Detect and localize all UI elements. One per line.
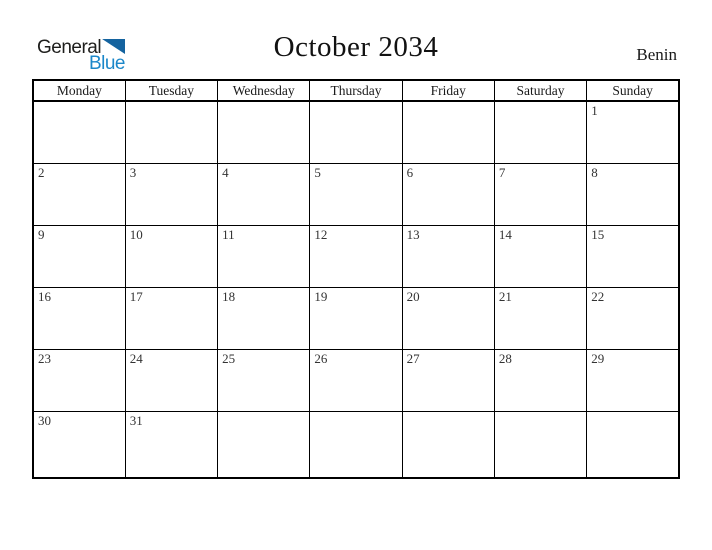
day-cell: 28 <box>494 349 586 411</box>
day-cell: 17 <box>125 287 217 349</box>
day-cell: 31 <box>125 411 217 478</box>
day-cell: 5 <box>310 163 402 225</box>
day-cell: 10 <box>125 225 217 287</box>
day-cell <box>218 411 310 478</box>
weekday-header-sunday: Sunday <box>587 80 679 101</box>
day-cell: 14 <box>494 225 586 287</box>
weekday-header-monday: Monday <box>33 80 125 101</box>
weekday-header-tuesday: Tuesday <box>125 80 217 101</box>
day-cell: 3 <box>125 163 217 225</box>
day-cell: 7 <box>494 163 586 225</box>
day-cell <box>494 411 586 478</box>
calendar-grid <box>32 79 680 479</box>
day-cell: 23 <box>33 349 125 411</box>
day-cell: 8 <box>587 163 679 225</box>
day-cell <box>125 101 217 163</box>
week-row <box>33 225 679 287</box>
country-label: Benin <box>636 45 677 64</box>
day-cell: 1 <box>587 101 679 163</box>
day-cell <box>402 411 494 478</box>
day-cell: 21 <box>494 287 586 349</box>
day-cell: 30 <box>33 411 125 478</box>
logo-text-blue: Blue <box>88 53 125 74</box>
day-cell <box>587 411 679 478</box>
week-row <box>33 287 679 349</box>
day-cell: 13 <box>402 225 494 287</box>
day-cell <box>310 411 402 478</box>
week-row <box>33 163 679 225</box>
week-row <box>33 101 679 163</box>
day-cell: 9 <box>33 225 125 287</box>
weekday-header-thursday: Thursday <box>310 80 402 101</box>
day-cell: 16 <box>33 287 125 349</box>
day-cell: 19 <box>310 287 402 349</box>
weekday-header-saturday: Saturday <box>494 80 586 101</box>
day-cell <box>218 101 310 163</box>
page-title: October 2034 <box>273 31 439 63</box>
day-cell: 4 <box>218 163 310 225</box>
day-cell <box>494 101 586 163</box>
weekday-header-friday: Friday <box>402 80 494 101</box>
day-cell <box>402 101 494 163</box>
weekday-header-wednesday: Wednesday <box>218 80 310 101</box>
day-cell: 18 <box>218 287 310 349</box>
weekday-header-row <box>33 80 679 101</box>
week-row <box>33 349 679 411</box>
logo-text-general: General <box>37 37 102 58</box>
day-cell: 26 <box>310 349 402 411</box>
day-cell: 20 <box>402 287 494 349</box>
day-cell: 22 <box>587 287 679 349</box>
day-cell: 24 <box>125 349 217 411</box>
day-cell <box>33 101 125 163</box>
day-cell <box>310 101 402 163</box>
day-cell: 25 <box>218 349 310 411</box>
day-cell: 27 <box>402 349 494 411</box>
week-row <box>33 411 679 478</box>
day-cell: 29 <box>587 349 679 411</box>
day-cell: 12 <box>310 225 402 287</box>
day-cell: 2 <box>33 163 125 225</box>
day-cell: 11 <box>218 225 310 287</box>
day-cell: 6 <box>402 163 494 225</box>
day-cell: 15 <box>587 225 679 287</box>
